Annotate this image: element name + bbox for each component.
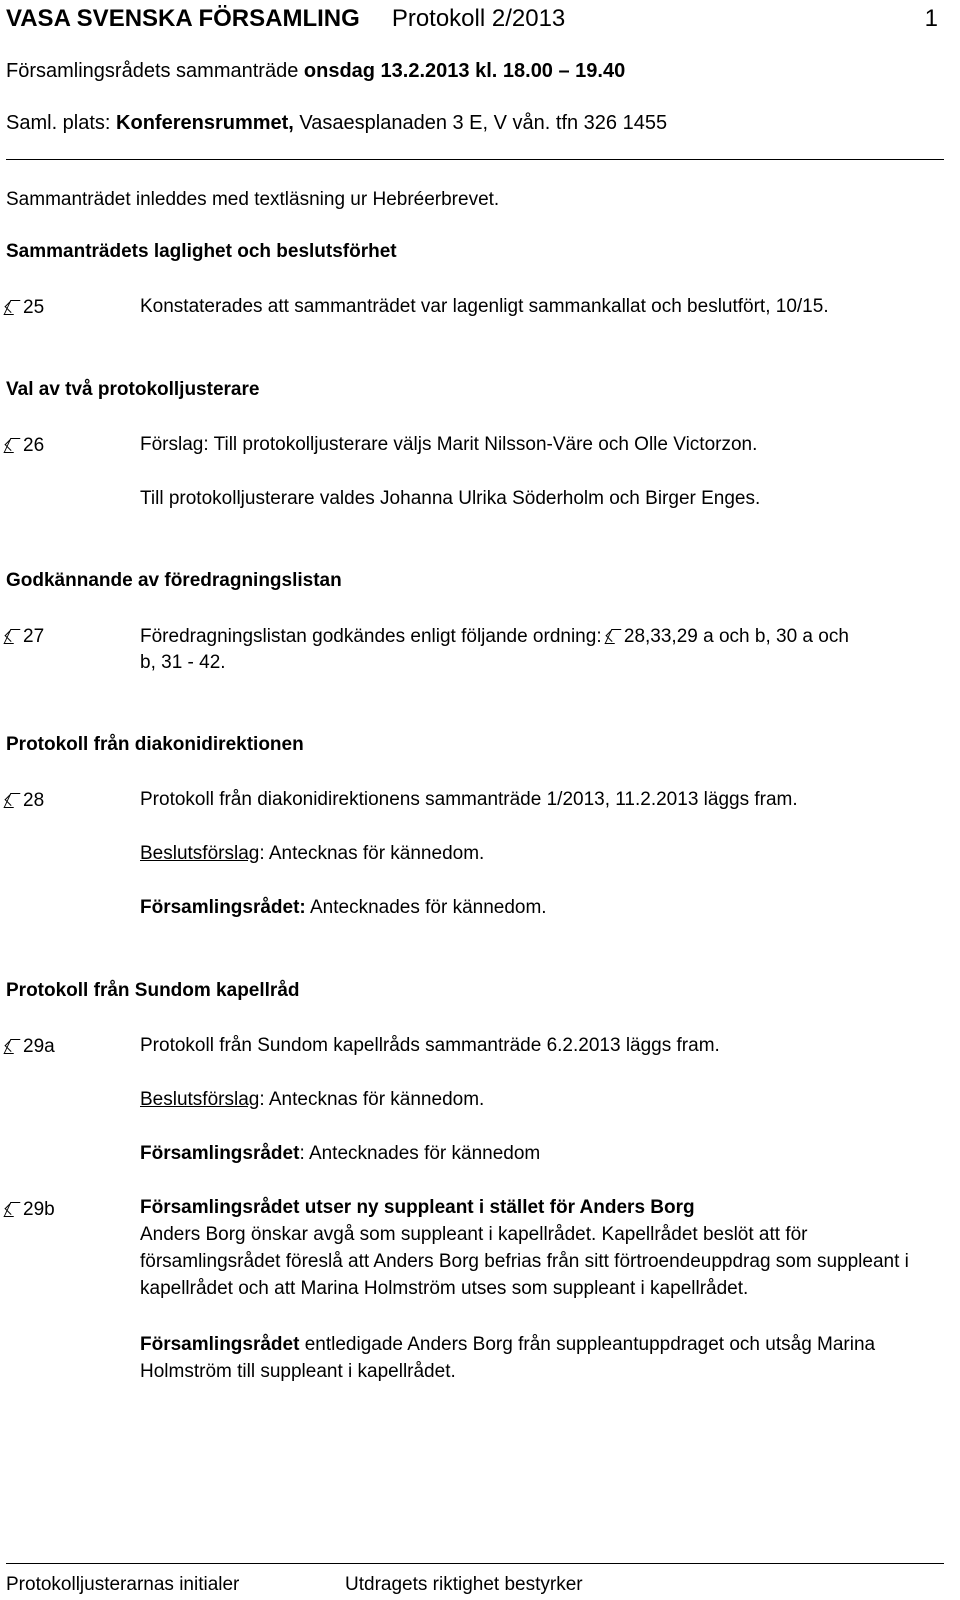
proposal-text: : Antecknas för kännedom. xyxy=(259,843,485,864)
section-number-25: 25 xyxy=(6,296,44,319)
protocol-number: Protokoll 2/2013 xyxy=(391,5,566,32)
place-line xyxy=(6,112,667,135)
section-title-29b: Församlingsrådet utser ny suppleant i stället för Anders Borg xyxy=(140,1197,695,1218)
proposal-label: Beslutsförslag xyxy=(140,1089,260,1110)
paragraph-mark-icon xyxy=(6,1198,17,1220)
proposal-label: Beslutsförslag xyxy=(140,843,260,864)
section-text-29a: Protokoll från Sundom kapellråds sammanträde 6.2.2013 läggs fram. xyxy=(140,1035,720,1056)
agenda-approval-text: Föredragningslistan godkändes enligt följande ordning: xyxy=(140,626,602,647)
agenda-order: 28,33,29 a och b, 30 a och xyxy=(623,626,849,647)
footer-divider xyxy=(6,1563,944,1564)
place-name: Konferensrummet, xyxy=(116,112,294,134)
section-number-26: 26 xyxy=(6,434,44,457)
paragraph-mark-icon xyxy=(6,1035,17,1057)
section-heading-26: Val av två protokolljusterare xyxy=(6,379,260,400)
section-text-26-proposal: Förslag: Till protokolljusterare väljs Marit Nilsson-Väre och Olle Victorzon. xyxy=(140,434,758,455)
proposal-text: : Antecknas för kännedom. xyxy=(259,1089,485,1110)
section-heading-29a: Protokoll från Sundom kapellråd xyxy=(6,980,300,1001)
paragraph-mark-icon xyxy=(6,434,17,456)
footer-initials-label: Protokolljusterarnas initialer xyxy=(6,1574,240,1595)
document-header xyxy=(6,5,565,33)
section-number-28: 28 xyxy=(6,789,44,812)
paragraph-mark-icon xyxy=(6,625,17,647)
council-text: entledigade Anders Borg från suppleantuppdraget och utsåg Marina Holmström till suppleant i kapellrådet. xyxy=(140,1334,876,1382)
section-text-28: Protokoll från diakonidirektionens sammanträde 1/2013, 11.2.2013 läggs fram. xyxy=(140,789,798,810)
section-heading-28: Protokoll från diakonidirektionen xyxy=(6,734,304,755)
section-text-27 xyxy=(140,625,849,648)
section-text-27-cont: b, 31 - 42. xyxy=(140,652,226,673)
council-decision-29a xyxy=(140,1143,540,1165)
section-heading-25: Sammanträdets laglighet och beslutsförhet xyxy=(6,241,397,262)
council-text: : Antecknades för kännedom xyxy=(299,1143,541,1164)
council-decision-29b xyxy=(140,1331,930,1385)
meeting-prefix: Församlingsrådets sammanträde xyxy=(6,60,304,82)
header-divider xyxy=(6,159,944,160)
section-body-29b xyxy=(140,1194,930,1302)
section-number-29b: 29b xyxy=(6,1198,55,1221)
paragraph-mark-icon xyxy=(6,789,17,811)
section-number-27: 27 xyxy=(6,625,44,648)
decision-proposal-29a xyxy=(140,1089,484,1111)
paragraph-mark-icon xyxy=(607,625,618,647)
council-label: Församlingsrådet: xyxy=(140,897,306,918)
intro-text: Sammanträdet inleddes med textläsning ur Hebréerbrevet. xyxy=(6,189,500,210)
meeting-date: onsdag 13.2.2013 kl. 18.00 – 19.40 xyxy=(303,60,626,82)
meeting-line xyxy=(6,60,625,83)
place-prefix: Saml. plats: xyxy=(6,112,117,134)
council-decision-28 xyxy=(140,897,547,919)
place-rest: Vasaesplanaden 3 E, V vån. tfn 326 1455 xyxy=(293,112,668,134)
paragraph-mark-icon xyxy=(6,296,17,318)
council-label: Församlingsrådet xyxy=(140,1143,300,1164)
council-text: Antecknades för kännedom. xyxy=(305,897,547,918)
section-heading-27: Godkännande av föredragningslistan xyxy=(6,570,342,591)
section-text-25: Konstaterades att sammanträdet var lagenligt sammankallat och beslutfört, 10/15. xyxy=(140,296,829,317)
page-number: 1 xyxy=(924,5,938,32)
section-text-29b: Anders Borg önskar avgå som suppleant i kapellrådet. Kapellrådet beslöt att för församlingsrådet föreslå att Anders Borg befrias från sitt förtroendeuppdrag som suppleant i kapellrådet och att Marina Holmström utses som suppleant i kapellrådet. xyxy=(140,1224,909,1299)
section-number-29a: 29a xyxy=(6,1035,55,1058)
council-label: Församlingsrådet xyxy=(140,1334,300,1355)
footer-certification-label: Utdragets riktighet bestyrker xyxy=(345,1574,583,1595)
organization-name: VASA SVENSKA FÖRSAMLING xyxy=(6,5,360,32)
section-text-26-decision: Till protokolljusterare valdes Johanna Ulrika Söderholm och Birger Enges. xyxy=(140,488,761,509)
decision-proposal-28 xyxy=(140,843,484,865)
